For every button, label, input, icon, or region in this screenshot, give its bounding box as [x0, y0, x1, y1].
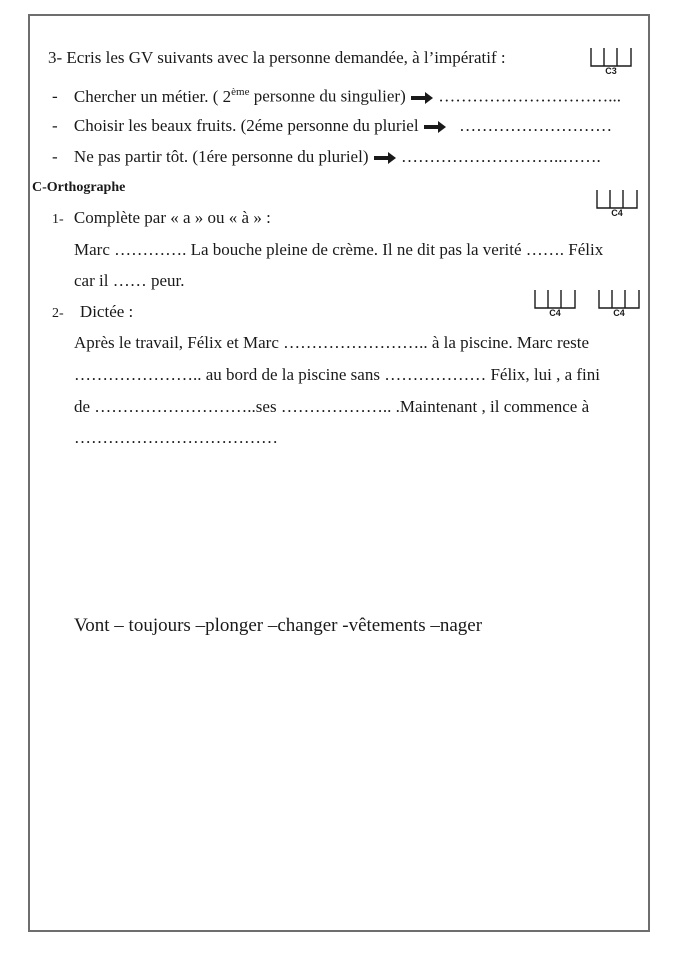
answer-blank[interactable]: …………………………...	[438, 86, 621, 106]
item-text: personne du singulier)	[249, 86, 406, 106]
dictation-line[interactable]: ………………………………	[74, 428, 278, 447]
score-label: C3	[605, 66, 617, 76]
question-prompt: Dictée :	[79, 302, 134, 321]
answer-blank[interactable]: ………………………	[459, 116, 613, 135]
exercise-3-title: 3- Ecris les GV suivants avec la personne demandée, à l’impératif :	[48, 48, 506, 67]
question-1	[52, 208, 271, 230]
score-box-c4	[598, 288, 640, 318]
list-item	[52, 147, 601, 167]
dictation-line[interactable]: ………………….. au bord de la piscine sans ……………… Félix, lui , a fini	[74, 365, 600, 384]
superscript: ème	[231, 86, 250, 98]
bullet: -	[52, 86, 58, 106]
exercise-line[interactable]: car il …… peur.	[74, 271, 185, 290]
bullet: -	[52, 116, 58, 135]
arrow-right-icon	[411, 92, 433, 104]
dictation-line[interactable]: de ………………………..ses ……………….. .Maintenant , il commence à	[74, 397, 590, 416]
score-label: C4	[611, 208, 623, 218]
item-text: Ne pas partir tôt. (1ére personne du pluriel)	[73, 147, 369, 166]
score-box-c4	[534, 288, 576, 318]
score-box-c3	[590, 46, 632, 76]
score-label: C4	[549, 308, 561, 318]
question-prompt: Complète par « a » ou « à » :	[73, 208, 271, 227]
exercise-line[interactable]: Marc …………. La bouche pleine de crème. Il ne dit pas la verité ……. Félix	[74, 240, 604, 259]
score-label: C4	[613, 308, 625, 318]
item-text: Chercher un métier. ( 2	[73, 86, 232, 106]
question-number: 1-	[52, 212, 64, 227]
question-2	[52, 302, 133, 324]
item-text: Choisir les beaux fruits. (2éme personne du pluriel	[73, 116, 419, 135]
word-bank: Vont – toujours –plonger –changer -vêtements –nager	[74, 615, 483, 636]
bullet: -	[52, 147, 58, 166]
arrow-right-icon	[374, 152, 396, 164]
answer-blank[interactable]: ………………………..…….	[400, 147, 601, 166]
dictation-line[interactable]: Après le travail, Félix et Marc …………………….. à la piscine. Marc reste	[74, 333, 590, 352]
arrow-right-icon	[424, 121, 446, 133]
section-heading: C-Orthographe	[32, 180, 126, 195]
question-number: 2-	[52, 306, 64, 321]
list-item	[52, 116, 612, 136]
list-item	[52, 82, 621, 107]
score-box-c4	[596, 188, 638, 218]
